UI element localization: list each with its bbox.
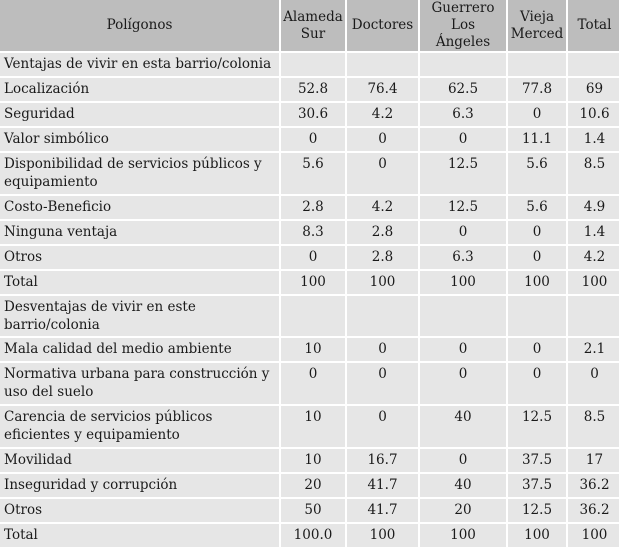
empty-cell [508,53,566,76]
cell-value: 0 [508,221,566,244]
table-row [0,153,619,194]
row-label: Mala calidad del medio ambiente [0,338,279,361]
cell-value: 12.5 [420,196,506,219]
cell-value: 20 [420,499,506,522]
cell-value: 77.8 [508,78,566,101]
cell-value: 12.5 [508,406,566,447]
table-row [0,406,619,447]
empty-cell [420,53,506,76]
cell-value: 100 [568,271,619,294]
cell-value: 41.7 [347,499,418,522]
empty-cell [347,53,418,76]
cell-value: 36.2 [568,499,619,522]
empty-cell [508,296,566,336]
cell-value: 2.1 [568,338,619,361]
row-label: Disponibilidad de servicios públicos y equipamiento [0,153,279,194]
cell-value: 0 [508,246,566,269]
header-label-line2: Merced [510,25,564,42]
cell-value: 0 [347,338,418,361]
cell-value: 2.8 [347,221,418,244]
cell-value: 30.6 [281,103,345,126]
cell-value: 100.0 [281,524,345,547]
cell-value: 76.4 [347,78,418,101]
table-row [0,78,619,101]
cell-value: 0 [347,128,418,151]
cell-value: 100 [281,271,345,294]
row-label: Costo-Beneficio [0,196,279,219]
cell-value: 10 [281,449,345,472]
empty-cell [347,296,418,336]
cell-value: 0 [420,449,506,472]
cell-value: 0 [347,363,418,404]
table-row [0,246,619,269]
cell-value: 12.5 [508,499,566,522]
total-row [0,271,619,294]
cell-value: 37.5 [508,474,566,497]
section-heading-row [0,53,619,76]
row-label: Inseguridad y corrupción [0,474,279,497]
cell-value: 0 [420,221,506,244]
cell-value: 62.5 [420,78,506,101]
cell-value: 0 [508,103,566,126]
cell-value: 8.3 [281,221,345,244]
row-label: Seguridad [0,103,279,126]
cell-value: 11.1 [508,128,566,151]
cell-value: 0 [281,128,345,151]
header-label-line2: Los Ángeles [435,17,491,50]
cell-value: 2.8 [281,196,345,219]
empty-cell [568,53,619,76]
table-row [0,221,619,244]
cell-value: 100 [508,524,566,547]
cell-value: 6.3 [420,103,506,126]
cell-value: 100 [508,271,566,294]
header-label-line1: Guerrero [431,0,495,16]
table-row [0,449,619,472]
cell-value: 69 [568,78,619,101]
cell-value: 40 [420,474,506,497]
header-label: Total [577,17,612,33]
cell-value: 41.7 [347,474,418,497]
cell-value: 0 [420,128,506,151]
cell-value: 100 [347,524,418,547]
cell-value: 2.8 [347,246,418,269]
header-vieja-merced [508,0,566,51]
row-label: Total [0,524,279,547]
cell-value: 36.2 [568,474,619,497]
cell-value: 17 [568,449,619,472]
cell-value: 100 [347,271,418,294]
cell-value: 0 [420,338,506,361]
total-row [0,524,619,547]
cell-value: 0 [508,363,566,404]
row-label: Total [0,271,279,294]
cell-value: 10 [281,338,345,361]
cell-value: 8.5 [568,153,619,194]
header-poligonos [0,0,279,51]
table-row [0,103,619,126]
empty-cell [420,296,506,336]
row-label: Valor simbólico [0,128,279,151]
empty-cell [281,53,345,76]
row-label: Otros [0,246,279,269]
cell-value: 10.6 [568,103,619,126]
row-label: Carencia de servicios públicos eficientes y equipamiento [0,406,279,447]
cell-value: 0 [281,246,345,269]
cell-value: 6.3 [420,246,506,269]
header-label-line1: Vieja [519,8,555,25]
header-total [568,0,619,51]
cell-value: 50 [281,499,345,522]
cell-value: 100 [420,271,506,294]
header-row [0,0,619,51]
section-title: Ventajas de vivir en esta barrio/colonia [0,53,279,76]
cell-value: 0 [347,153,418,194]
cell-value: 16.7 [347,449,418,472]
header-label: Polígonos [106,17,173,33]
cell-value: 0 [281,363,345,404]
empty-cell [568,296,619,336]
header-label: Doctores [351,17,414,33]
section-heading-row [0,296,619,336]
cell-value: 0 [420,363,506,404]
header-alameda-sur [281,0,345,51]
section-title: Desventajas de vivir en este barrio/colonia [0,296,279,336]
table-row [0,196,619,219]
row-label: Normativa urbana para construcción y uso del suelo [0,363,279,404]
cell-value: 100 [568,524,619,547]
table-row [0,499,619,522]
cell-value: 4.2 [568,246,619,269]
header-label-line2: Sur [300,25,326,42]
cell-value: 37.5 [508,449,566,472]
table-row [0,128,619,151]
cell-value: 20 [281,474,345,497]
cell-value: 1.4 [568,128,619,151]
cell-value: 4.9 [568,196,619,219]
table-row [0,474,619,497]
row-label: Movilidad [0,449,279,472]
cell-value: 4.2 [347,196,418,219]
cell-value: 12.5 [420,153,506,194]
cell-value: 1.4 [568,221,619,244]
header-guerrero [420,0,506,51]
cell-value: 5.6 [508,153,566,194]
row-label: Localización [0,78,279,101]
cell-value: 40 [420,406,506,447]
row-label: Otros [0,499,279,522]
table-row [0,363,619,404]
cell-value: 52.8 [281,78,345,101]
cell-value: 0 [568,363,619,404]
cell-value: 10 [281,406,345,447]
cell-value: 0 [508,338,566,361]
row-label: Ninguna ventaja [0,221,279,244]
cell-value: 0 [347,406,418,447]
table-row [0,338,619,361]
empty-cell [281,296,345,336]
cell-value: 100 [420,524,506,547]
header-doctores [347,0,418,51]
cell-value: 5.6 [281,153,345,194]
cell-value: 8.5 [568,406,619,447]
cell-value: 5.6 [508,196,566,219]
header-label-line1: Alameda [283,8,343,25]
cell-value: 4.2 [347,103,418,126]
